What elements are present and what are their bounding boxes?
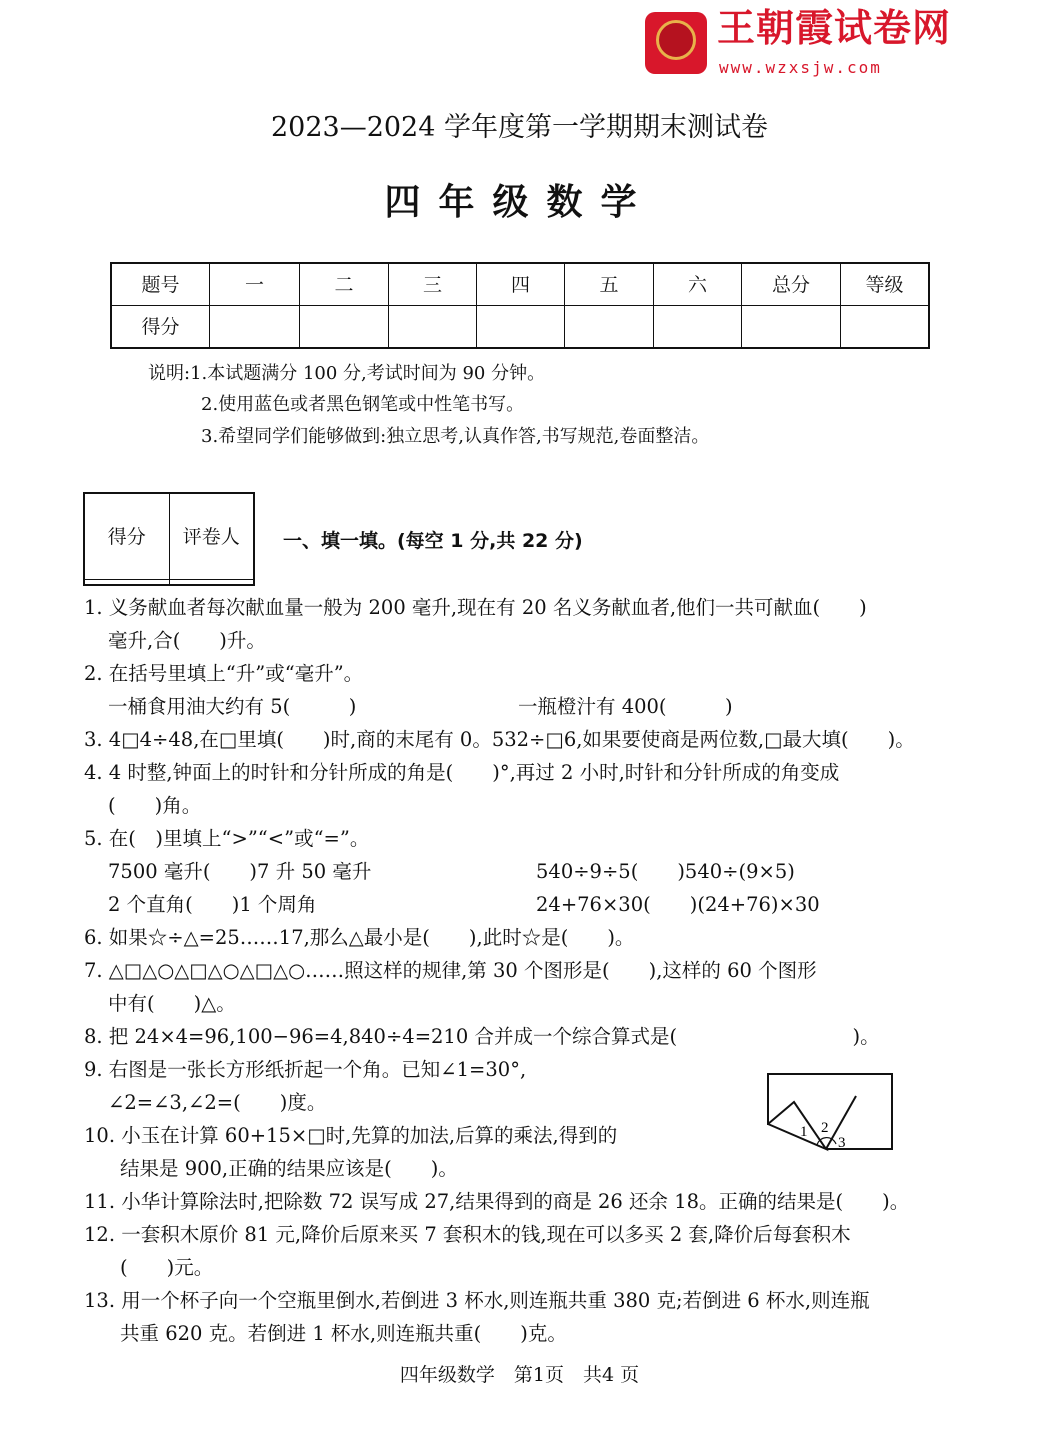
angle-label-1: 1 [800, 1124, 808, 1140]
folded-paper-figure [766, 1072, 896, 1154]
question-4-cont: ( )角。 [108, 794, 202, 817]
table-row [111, 306, 929, 349]
question-4: 4. 4 时整,钟面上的时针和分针所成的角是( )°,再过 2 小时,时针和分针所成的角变成 [84, 761, 840, 784]
question-5-item: 540÷9÷5( )540÷(9×5) [536, 860, 795, 883]
question-2: 2. 在括号里填上“升”或“毫升”。 [84, 662, 364, 685]
question-1: 1. 义务献血者每次献血量一般为 200 毫升,现在有 20 名义务献血者,他们一共可献血( ) [84, 596, 867, 619]
question-5-item: 7500 毫升( )7 升 50 毫升 [108, 860, 372, 883]
score-label: 得分 [84, 493, 169, 580]
question-6: 6. 如果☆÷△=25……17,那么△最小是( ),此时☆是( )。 [84, 926, 635, 949]
question-1-cont: 毫升,合( )升。 [108, 629, 266, 652]
score-cell [84, 580, 169, 585]
table-cell: 得分 [111, 306, 210, 349]
note-1: 说明:1.本试题满分 100 分,考试时间为 90 分钟。 [148, 363, 546, 384]
logo-url: www.wzxsjw.com [719, 58, 882, 77]
score-cell [300, 306, 389, 349]
score-cell [210, 306, 300, 349]
question-2-item: 一瓶橙汁有 400( ) [518, 695, 733, 718]
question-7: 7. △□△○△□△○△□△○……照这样的规律,第 30 个图形是( ),这样的 60 个图形 [84, 959, 817, 982]
question-13-cont: 共重 620 克。若倒进 1 杯水,则连瓶共重( )克。 [120, 1322, 567, 1345]
question-9: 9. 右图是一张长方形纸折起一个角。已知∠1=30°, [84, 1058, 527, 1081]
logo-name: 王朝霞试卷网 [717, 6, 952, 50]
table-cell: 总分 [742, 263, 841, 306]
table-cell: 等级 [841, 263, 930, 306]
page-footer: 四年级数学 第1页 共4 页 [399, 1364, 640, 1386]
table-cell: 六 [654, 263, 742, 306]
question-2-item: 一桶食用油大约有 5( ) [108, 695, 357, 718]
table-cell: 题号 [111, 263, 210, 306]
grader-label: 评卷人 [169, 493, 254, 580]
table-cell: 五 [565, 263, 654, 306]
exam-title: 2023—2024 学年度第一学期期末测试卷 [270, 112, 768, 143]
score-cell [742, 306, 841, 349]
question-10: 10. 小玉在计算 60+15×□时,先算的加法,后算的乘法,得到的 [84, 1124, 618, 1147]
question-12-cont: ( )元。 [120, 1256, 214, 1279]
logo-badge-icon [645, 12, 707, 74]
score-table [110, 262, 930, 349]
question-3: 3. 4□4÷48,在□里填( )时,商的末尾有 0。532÷□6,如果要使商是两位数,□最大填( )。 [84, 728, 915, 751]
score-cell [477, 306, 565, 349]
score-cell [565, 306, 654, 349]
section-heading: 一、填一填。(每空 1 分,共 22 分) [283, 530, 583, 552]
question-12: 12. 一套积木原价 81 元,降价后原来买 7 套积木的钱,现在可以多买 2 套,降价后每套积木 [84, 1223, 851, 1246]
question-8: 8. 把 24×4=96,100−96=4,840÷4=210 合并成一个综合算式是( )。 [84, 1025, 880, 1048]
question-11: 11. 小华计算除法时,把除数 72 误写成 27,结果得到的商是 26 还余 18。正确的结果是( )。 [84, 1190, 910, 1213]
table-cell: 三 [389, 263, 477, 306]
note-3: 3.希望同学们能够做到:独立思考,认真作答,书写规范,卷面整洁。 [201, 426, 710, 447]
angle-label-2: 2 [821, 1120, 829, 1136]
question-9-cont: ∠2=∠3,∠2=( )度。 [108, 1091, 327, 1114]
question-10-cont: 结果是 900,正确的结果应该是( )。 [120, 1157, 458, 1180]
score-cell [841, 306, 930, 349]
question-5: 5. 在( )里填上“>”“<”或“=”。 [84, 827, 370, 850]
question-5-item: 24+76×30( )(24+76)×30 [536, 893, 820, 916]
score-cell [389, 306, 477, 349]
table-cell: 二 [300, 263, 389, 306]
exam-subject: 四年级数学 [384, 182, 655, 223]
note-2: 2.使用蓝色或者黑色钢笔或中性笔书写。 [201, 394, 525, 415]
site-logo [645, 6, 975, 80]
question-5-item: 2 个直角( )1 个周角 [108, 893, 317, 916]
angle-label-3: 3 [838, 1135, 846, 1151]
question-13: 13. 用一个杯子向一个空瓶里倒水,若倒进 3 杯水,则连瓶共重 380 克;若倒进 6 杯水,则连瓶 [84, 1289, 870, 1312]
score-cell [654, 306, 742, 349]
grader-cell [169, 580, 254, 585]
question-7-cont: 中有( )△。 [108, 992, 236, 1015]
table-cell: 四 [477, 263, 565, 306]
table-cell: 一 [210, 263, 300, 306]
grader-box [83, 492, 255, 586]
table-header-row [111, 263, 929, 306]
